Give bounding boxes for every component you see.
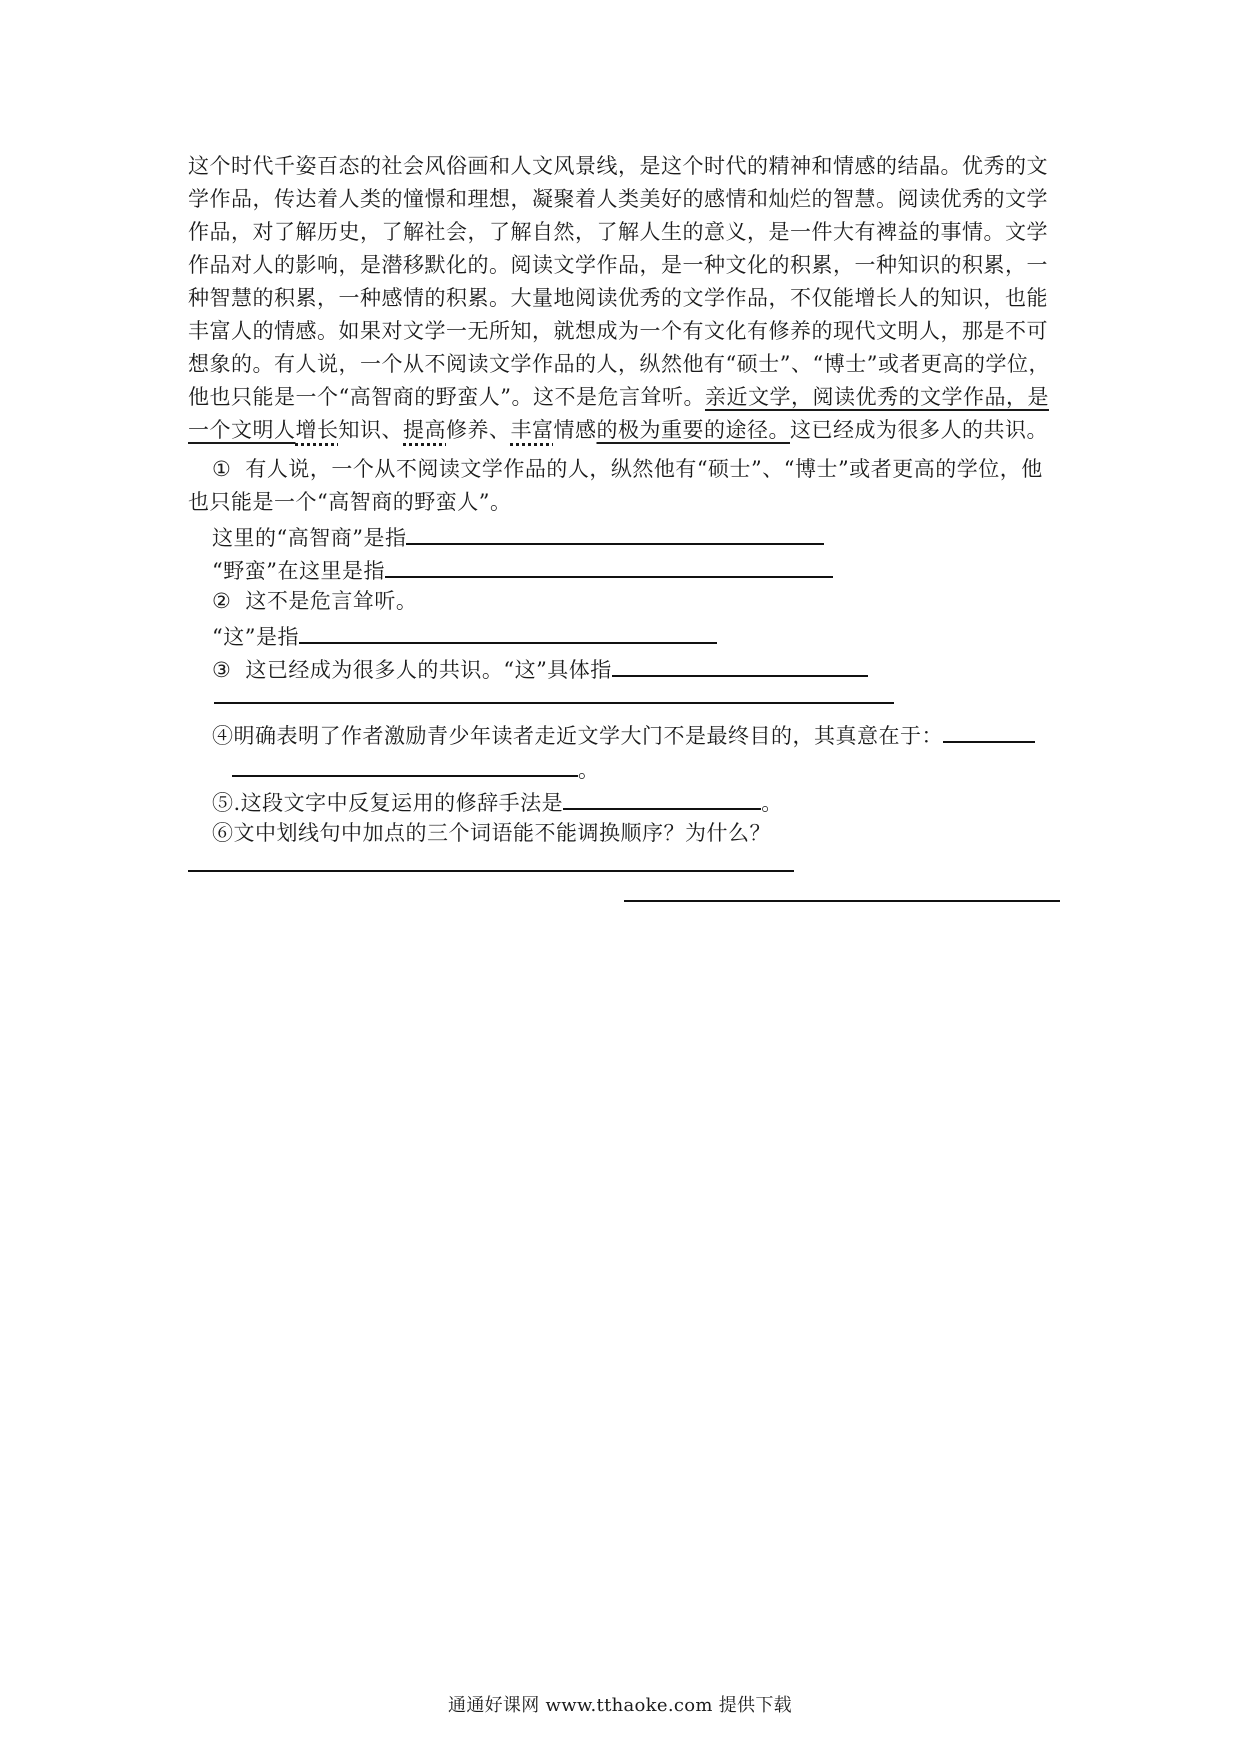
answer-blank-3a[interactable] bbox=[612, 651, 868, 677]
answer-blank-2a[interactable] bbox=[299, 618, 717, 644]
answer-blank-1a[interactable] bbox=[406, 519, 824, 545]
reading-passage bbox=[188, 150, 1060, 447]
page-footer: 通通好课网 www.tthaoke.com 提供下载 bbox=[448, 1695, 792, 1716]
question-2a bbox=[212, 618, 717, 654]
answer-line-3b[interactable] bbox=[214, 702, 894, 704]
passage-plain-3: 情感 bbox=[553, 418, 597, 442]
question-6-text: ⑥文中划线句中加点的三个词语能不能调换顺序？为什么？ bbox=[212, 821, 771, 845]
question-1-text: 有人说，一个从不阅读文学作品的人，纵然他有“硕士”、“博士”或者更高的学位，他也只能是一个“高智商的野蛮人”。 bbox=[188, 457, 1043, 514]
question-1b-text: “野蛮”在这里是指 bbox=[212, 559, 385, 583]
passage-plain-1: 知识、 bbox=[338, 418, 403, 442]
dotted-word-3: 丰富 bbox=[510, 418, 554, 442]
question-1b bbox=[212, 552, 833, 588]
answer-line-6a[interactable] bbox=[188, 870, 794, 872]
question-2-text: 这不是危言耸听。 bbox=[245, 589, 418, 613]
question-1a bbox=[212, 519, 824, 555]
answer-blank-4a[interactable] bbox=[943, 717, 1035, 743]
question-2a-text: “这”是指 bbox=[212, 625, 299, 649]
question-3-text: 这已经成为很多人的共识。“这”具体指 bbox=[245, 658, 612, 682]
question-4 bbox=[212, 717, 1035, 753]
answer-blank-4b[interactable] bbox=[232, 751, 578, 777]
question-4-continued bbox=[232, 751, 600, 787]
underlined-sentence-part1: 亲近文学，阅读优秀的文学作品，是一个文明人 bbox=[188, 385, 1049, 442]
answer-blank-5[interactable] bbox=[563, 784, 761, 810]
question-1 bbox=[188, 453, 1060, 519]
underlined-sentence-part2: 的极为重要的途径。 bbox=[596, 418, 790, 442]
question-5-end: 。 bbox=[761, 791, 783, 815]
question-5 bbox=[212, 784, 783, 820]
question-2 bbox=[212, 585, 417, 618]
question-4-text: ④明确表明了作者激励青少年读者走近文学大门不是最终目的，其真意在于： bbox=[212, 724, 943, 748]
answer-blank-1b[interactable] bbox=[385, 552, 833, 578]
passage-plain-2: 修养、 bbox=[446, 418, 511, 442]
question-5-text: ⑤.这段文字中反复运用的修辞手法是 bbox=[212, 791, 564, 815]
answer-line-6b[interactable] bbox=[624, 900, 1060, 902]
question-4-end: 。 bbox=[578, 758, 600, 782]
passage-text: 这个时代千姿百态的社会风俗画和人文风景线，是这个时代的精神和情感的结晶。优秀的文学作品，传达着人类的憧憬和理想，凝聚着人类美好的感情和灿烂的智慧。阅读优秀的文学作品，对了解历史，了解社会，了解自然，了解人生的意义，是一件大有裨益的事情。文学作品对人的影响，是潜移默化的。阅读文学作品，是一种文化的积累，一种知识的积累，一种智慧的积累，一种感情的积累。大量地阅读优秀的文学作品，不仅能增长人的知识，也能丰富人的情感。如果对文学一无所知，就想成为一个有文化有修养的现代文明人，那是不可想象的。有人说，一个从不阅读文学作品的人，纵然他有“硕士”、“博士”或者更高的学位，他也只能是一个“高智商的野蛮人”。这不是危言耸听。 bbox=[188, 154, 1050, 409]
dotted-word-2: 提高 bbox=[403, 418, 446, 442]
passage-tail: 这已经成为很多人的共识。 bbox=[790, 418, 1048, 442]
question-2-number: ② bbox=[212, 589, 232, 613]
question-3-number: ③ bbox=[212, 658, 232, 682]
question-1a-text: 这里的“高智商”是指 bbox=[212, 526, 407, 550]
question-3 bbox=[212, 651, 868, 687]
question-6 bbox=[212, 817, 771, 850]
dotted-word-1: 增长 bbox=[295, 418, 339, 442]
question-1-number: ① bbox=[212, 457, 232, 481]
